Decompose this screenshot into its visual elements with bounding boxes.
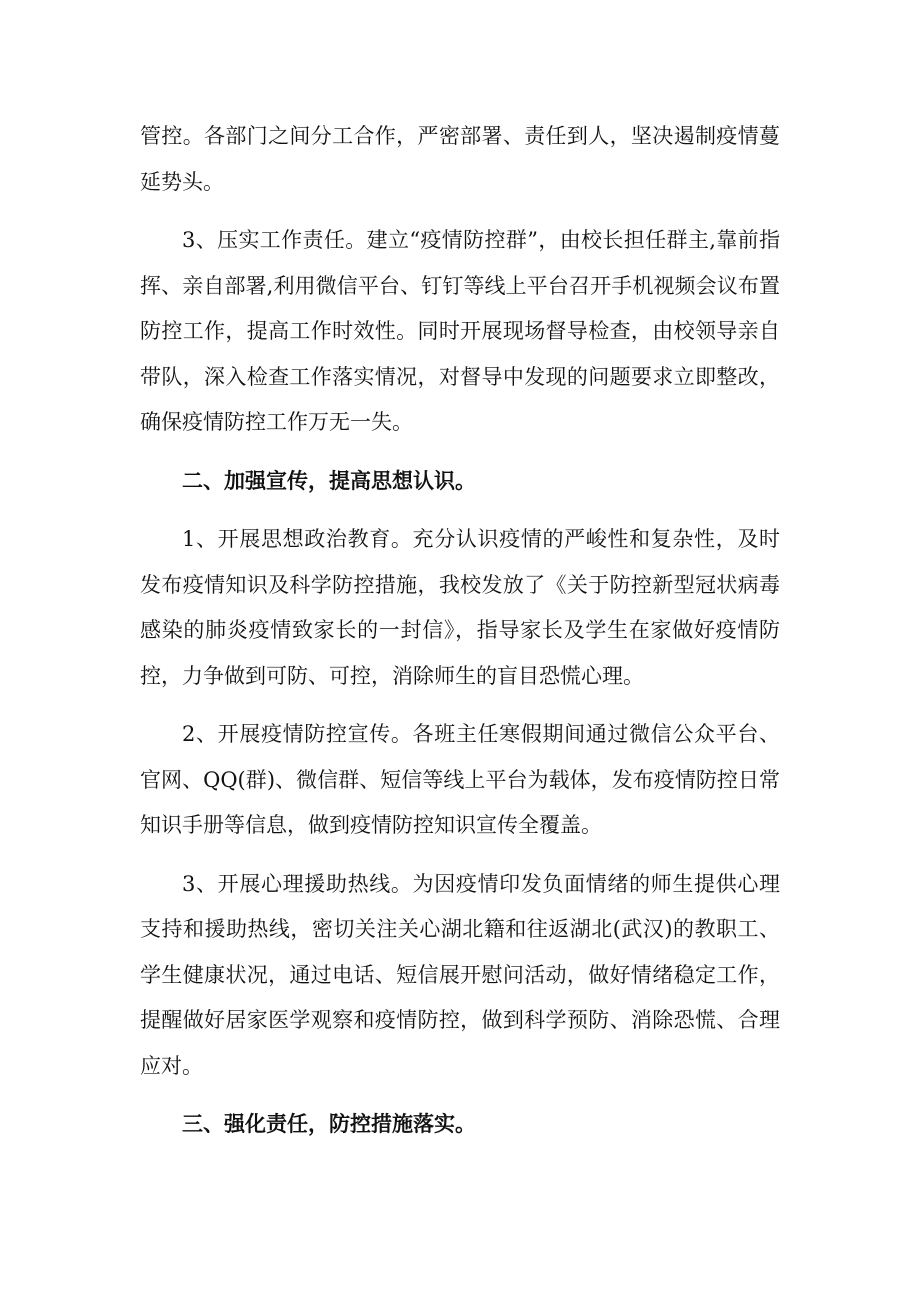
section-heading-2: 二、加强宣传，提高思想认识。 (182, 468, 476, 493)
paragraph-work-responsibility: 3、压实工作责任。建立“疫情防控群”，由校长担任群主,靠前指挥、亲自部署,利用微信平台、钉钉等线上平台召开手机视频会议布置防控工作，提高工作时效性。同时开展现场督导检查，由校领导亲自带队，深入检查工作落实情况，对督导中发现的问题要求立即整改，确保疫情防控工作万无一失。 (140, 228, 780, 434)
paragraph-publicity: 2、开展疫情防控宣传。各班主任寒假期间通过微信公众平台、官网、QQ(群)、微信群、短信等线上平台为载体，发布疫情防控日常知识手册等信息，做到疫情防控知识宣传全覆盖。 (140, 722, 780, 837)
document-body (140, 114, 780, 1161)
paragraph-political-education: 1、开展思想政治教育。充分认识疫情的严峻性和复杂性，及时发布疫情知识及科学防控措施，我校发放了《关于防控新型冠状病毒感染的肺炎疫情致家长的一封信》，指导家长及学生在家做好疫情防控，力争做到可防、可控，消除师生的盲目恐慌心理。 (140, 527, 780, 688)
paragraph-psychological-hotline: 3、开展心理援助热线。为因疫情印发负面情绪的师生提供心理支持和援助热线，密切关注关心湖北籍和往返湖北(武汉)的教职工、学生健康状况，通过电话、短信展开慰问活动，做好情绪稳定工作，提醒做好居家医学观察和疫情防控，做到科学预防、消除恐慌、合理应对。 (140, 871, 780, 1078)
paragraph-continuation: 管控。各部门之间分工合作，严密部署、责任到人，坚决遏制疫情蔓延势头。 (140, 124, 780, 194)
section-heading-3: 三、强化责任，防控措施落实。 (182, 1112, 476, 1136)
